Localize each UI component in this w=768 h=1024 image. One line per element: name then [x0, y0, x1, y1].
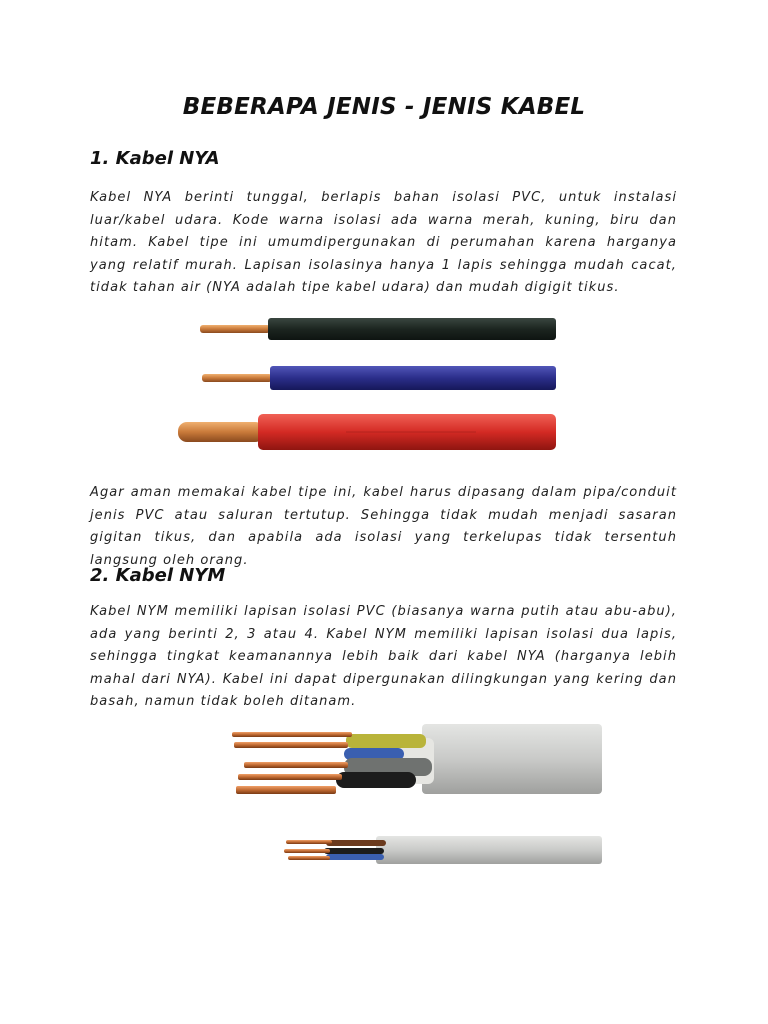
nym-copper-strand-2: [234, 742, 348, 748]
nym-small-copper-3: [288, 856, 330, 860]
nym-copper-strand-1: [232, 732, 352, 737]
nya-blue-copper: [202, 374, 272, 382]
nya-red-copper: [178, 422, 264, 442]
nya-blue-insulation: [270, 366, 556, 390]
nym-core-green-yellow: [346, 734, 426, 748]
nym-core-black: [336, 772, 416, 788]
paragraph-nya-description: Kabel NYA berinti tunggal, berlapis bahan isolasi PVC, untuk instalasi luar/kabel udara. Kode warna isolasi ada warna merah, kuning, biru dan hitam. Kabel tipe ini umumdipergunakan di perumahan karena harganya yang relatif murah. Lapisan isolasinya hanya 1 lapis sehingga mudah cacat, tidak tahan air (NYA adalah tipe kabel udara) dan mudah digigit tikus.: [90, 190, 677, 295]
nym-small-core-blue: [326, 854, 384, 860]
document-title: BEBERAPA JENIS - JENIS KABEL: [182, 94, 586, 120]
paragraph-nya-safety: Agar aman memakai kabel tipe ini, kabel harus dipasang dalam pipa/conduit jenis PVC atau saluran tertutup. Sehingga tidak mudah menjadi sasaran gigitan tikus, dan apabila ada isolasi yang terkelupas tidak tersentuh langsung oleh orang.: [90, 485, 677, 568]
nym-large-sheath: [422, 724, 602, 794]
nym-small-copper-1: [286, 840, 332, 844]
nya-black-insulation: [268, 318, 556, 340]
nym-small-core-brown: [326, 840, 386, 846]
nym-copper-strand-5: [236, 786, 336, 794]
paragraph-nym-description: Kabel NYM memiliki lapisan isolasi PVC (biasanya warna putih atau abu-abu), ada yang berinti 2, 3 atau 4. Kabel NYM memiliki lapisan isolasi dua lapis, sehingga tingkat keamanannya lebih baik dari kabel NYA (harganya lebih mahal dari NYA). Kabel ini dapat dipergunakan dilingkungan yang kering dan basah, namun tidak boleh ditanam.: [90, 604, 677, 709]
nym-copper-strand-4: [238, 774, 342, 780]
nym-cable-image: [226, 722, 602, 866]
section-heading-nym: 2. Kabel NYM: [90, 565, 226, 586]
section-heading-nya: 1. Kabel NYA: [90, 148, 220, 169]
nym-small-core-black: [324, 848, 384, 854]
nym-copper-strand-3: [244, 762, 348, 768]
nym-small-sheath: [376, 836, 602, 864]
nya-black-copper: [200, 325, 270, 333]
nya-cable-image: [176, 314, 558, 452]
nym-small-copper-2: [284, 849, 330, 853]
